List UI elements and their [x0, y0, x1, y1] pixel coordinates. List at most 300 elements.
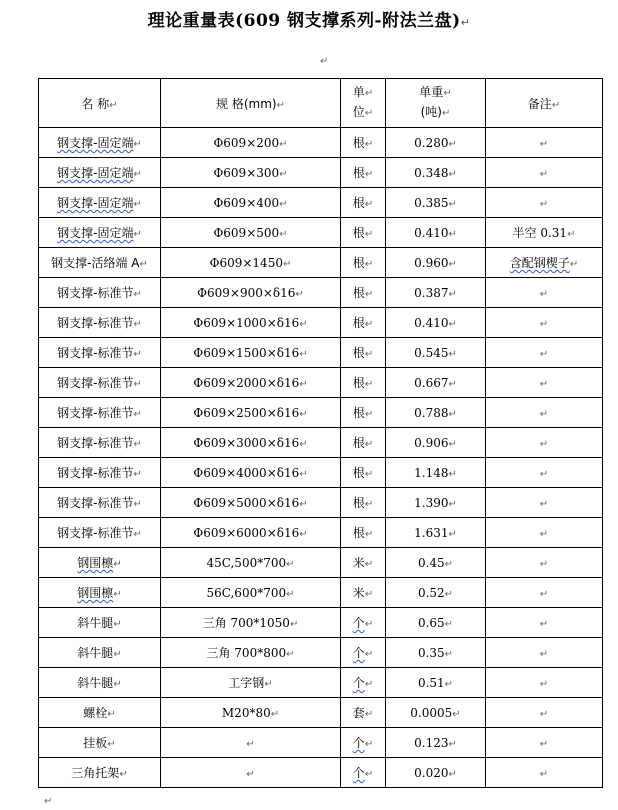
paragraph-mark: ↵ [567, 229, 576, 240]
cell-weight [386, 308, 486, 338]
cell-spec [161, 398, 341, 428]
cell-unit-text: 米 [352, 556, 365, 570]
header-weight-line2: (吨) [420, 105, 442, 119]
cell-weight-text: 0.667 [414, 375, 449, 390]
cell-unit-text: 根 [352, 346, 365, 360]
cell-spec-text: Φ609×500 [213, 225, 280, 240]
table-row [39, 158, 603, 188]
paragraph-mark: ↵ [282, 258, 292, 270]
cell-unit-text: 根 [352, 376, 365, 390]
header-weight [386, 79, 486, 128]
cell-spec-text: 三角 700*1050 [202, 616, 290, 630]
paragraph-mark: ↵ [364, 139, 374, 150]
header-weight-line1: 单重 [419, 85, 444, 99]
paragraph-mark: ↵ [364, 769, 374, 780]
cell-note [486, 548, 603, 578]
cell-weight [386, 458, 486, 488]
header-unit-line2: 位 [352, 105, 365, 119]
cell-weight-text: 0.545 [414, 345, 449, 360]
cell-spec [161, 638, 341, 668]
paragraph-mark: ↵ [364, 499, 374, 510]
paragraph-mark: ↵ [286, 588, 295, 600]
cell-weight-text: 0.906 [414, 435, 449, 450]
paragraph-mark: ↵ [299, 378, 308, 390]
cell-unit-text: 根 [352, 466, 365, 480]
cell-weight [386, 248, 486, 278]
cell-name-text: 斜牛腿 [77, 646, 114, 660]
cell-weight-text: 0.45 [417, 555, 445, 570]
cell-weight-text: 0.348 [414, 165, 449, 180]
paragraph-mark: ↵ [133, 439, 142, 450]
cell-weight-text: 0.020 [414, 765, 449, 780]
paragraph-mark: ↵ [448, 318, 457, 330]
cell-note-text: ↵ [539, 168, 549, 180]
cell-weight [386, 188, 486, 218]
cell-spec [161, 668, 341, 698]
cell-unit [341, 758, 386, 788]
cell-spec-text: ↵ [246, 768, 255, 780]
cell-unit [341, 488, 386, 518]
cell-note-text: ↵ [539, 318, 549, 330]
paragraph-mark: ↵ [364, 619, 374, 630]
paragraph-mark: ↵ [299, 498, 308, 510]
table-row [39, 548, 603, 578]
paragraph-mark: ↵ [364, 349, 374, 360]
paragraph-mark: ↵ [364, 259, 374, 270]
cell-note [486, 608, 603, 638]
cell-name [39, 128, 161, 158]
paragraph-mark: ↵ [133, 529, 142, 540]
paragraph-mark: ↵ [448, 498, 457, 510]
cell-spec [161, 278, 341, 308]
table-row [39, 518, 603, 548]
cell-unit [341, 158, 386, 188]
paragraph-mark: ↵ [364, 379, 374, 390]
cell-name-text: 钢支撑-固定端 [57, 136, 134, 150]
paragraph-mark: ↵ [448, 528, 457, 540]
cell-weight-text: 0.52 [417, 585, 445, 600]
cell-weight [386, 158, 486, 188]
cell-note-text: ↵ [539, 708, 549, 720]
paragraph-mark: ↵ [364, 289, 374, 300]
paragraph-mark: ↵ [107, 709, 116, 720]
paragraph-mark: ↵ [448, 198, 457, 210]
paragraph-mark: ↵ [139, 259, 148, 270]
paragraph-mark: ↵ [569, 259, 579, 270]
paragraph-mark: ↵ [286, 649, 295, 660]
cell-note [486, 398, 603, 428]
cell-note-text: ↵ [539, 558, 549, 570]
cell-spec [161, 698, 341, 728]
paragraph-mark: ↵ [107, 739, 116, 750]
cell-spec-text: Φ609×300 [213, 165, 280, 180]
paragraph-mark: ↵ [133, 139, 142, 150]
cell-name-text: 斜牛腿 [77, 676, 114, 690]
cell-unit [341, 278, 386, 308]
cell-weight [386, 518, 486, 548]
cell-unit [341, 218, 386, 248]
cell-note [486, 518, 603, 548]
table-row [39, 668, 603, 698]
cell-weight-text: 0.51 [417, 675, 445, 690]
cell-note [486, 428, 603, 458]
cell-name [39, 428, 161, 458]
cell-note [486, 458, 603, 488]
cell-unit [341, 398, 386, 428]
cell-weight-text: 0.35 [417, 645, 445, 660]
cell-unit [341, 638, 386, 668]
cell-weight-text: 0.0005 [410, 705, 453, 720]
cell-weight-text: 0.123 [414, 735, 449, 750]
cell-unit [341, 188, 386, 218]
cell-unit-text: 根 [352, 256, 365, 270]
paragraph-mark: ↵ [133, 319, 142, 330]
paragraph-mark: ↵ [448, 288, 457, 300]
cell-name-text: 钢支撑-标准节 [57, 316, 134, 330]
cell-spec [161, 578, 341, 608]
cell-name-text: 钢支撑-标准节 [57, 466, 134, 480]
header-unit [341, 79, 386, 128]
table-row [39, 578, 603, 608]
cell-unit-text: 套 [352, 706, 365, 720]
cell-spec [161, 608, 341, 638]
cell-note-text: ↵ [539, 468, 549, 480]
paragraph-mark: ↵ [119, 769, 128, 780]
table-row [39, 128, 603, 158]
table-row [39, 278, 603, 308]
cell-spec-text: 56C,600*700 [206, 585, 287, 600]
table-row [39, 458, 603, 488]
cell-spec-text: Φ609×4000×δ16 [193, 465, 300, 480]
paragraph-mark: ↵ [448, 348, 457, 360]
cell-weight [386, 758, 486, 788]
cell-name [39, 338, 161, 368]
cell-spec [161, 758, 341, 788]
paragraph-mark: ↵ [364, 319, 374, 330]
paragraph-mark: ↵ [444, 678, 454, 690]
cell-unit [341, 368, 386, 398]
paragraph-mark: ↵ [448, 258, 457, 270]
paragraph-mark: ↵ [113, 559, 122, 570]
cell-unit-text: 个 [352, 616, 365, 630]
cell-note-text: ↵ [539, 678, 549, 690]
cell-weight-text: 0.385 [414, 195, 449, 210]
cell-note [486, 638, 603, 668]
cell-weight [386, 488, 486, 518]
cell-spec-text: Φ609×3000×δ16 [193, 435, 300, 450]
cell-spec [161, 218, 341, 248]
cell-weight-text: 0.788 [414, 405, 449, 420]
title-text: 理论重量表(609 钢支撑系列-附法兰盘) [147, 11, 461, 31]
cell-note-text: ↵ [539, 138, 549, 150]
cell-name-text: 钢支撑-标准节 [57, 496, 134, 510]
cell-note-text: ↵ [539, 198, 549, 210]
paragraph-mark: ↵ [133, 229, 142, 240]
cell-spec-text: Φ609×6000×δ16 [193, 525, 300, 540]
cell-spec-text: Φ609×1000×δ16 [193, 315, 300, 330]
paragraph-mark: ↵ [279, 198, 288, 210]
paragraph-mark: ↵ [270, 708, 280, 720]
cell-name [39, 758, 161, 788]
cell-name-text: 钢支撑-活络端 A [51, 256, 140, 270]
paragraph-mark: ↵ [289, 619, 299, 630]
cell-note-text: ↵ [539, 438, 549, 450]
paragraph-mark: ↵ [113, 619, 122, 630]
cell-weight [386, 368, 486, 398]
cell-spec-text: 45C,500*700 [206, 555, 287, 570]
cell-note-text: ↵ [539, 288, 549, 300]
cell-weight-text: 0.410 [414, 315, 449, 330]
cell-name-text: 挂板 [83, 736, 108, 750]
paragraph-mark: ↵ [444, 558, 454, 570]
paragraph-mark: ↵ [133, 469, 142, 480]
cell-name [39, 488, 161, 518]
table-row [39, 398, 603, 428]
cell-note-text: ↵ [539, 348, 549, 360]
paragraph-mark: ↵ [460, 16, 471, 29]
cell-spec [161, 188, 341, 218]
cell-note-text: ↵ [539, 588, 549, 600]
paragraph-mark: ↵ [448, 408, 457, 420]
paragraph-mark: ↵ [279, 228, 288, 240]
cell-name-text: 钢支撑-标准节 [57, 526, 134, 540]
paragraph-mark: ↵ [133, 499, 142, 510]
cell-name-text: 钢支撑-标准节 [57, 376, 134, 390]
cell-unit-text: 个 [352, 736, 365, 750]
cell-name-text: 钢支撑-固定端 [57, 166, 134, 180]
cell-name [39, 278, 161, 308]
cell-spec [161, 128, 341, 158]
cell-name [39, 698, 161, 728]
cell-note [486, 248, 603, 278]
table-row [39, 428, 603, 458]
cell-weight [386, 638, 486, 668]
cell-spec-text: Φ609×1500×δ16 [193, 345, 300, 360]
cell-spec [161, 548, 341, 578]
cell-note [486, 158, 603, 188]
cell-unit-text: 个 [352, 646, 365, 660]
cell-name [39, 728, 161, 758]
cell-unit-text: 根 [352, 136, 365, 150]
cell-name [39, 608, 161, 638]
cell-unit-text: 根 [352, 526, 365, 540]
cell-unit [341, 308, 386, 338]
header-name-label: 名 称 [81, 96, 110, 111]
cell-note-text: ↵ [539, 618, 549, 630]
table-row [39, 308, 603, 338]
paragraph-mark: ↵ [113, 649, 122, 660]
paragraph-mark: ↵ [448, 438, 457, 450]
cell-unit-text: 根 [352, 166, 365, 180]
cell-note-text: ↵ [539, 498, 549, 510]
cell-unit [341, 578, 386, 608]
paragraph-mark: ↵ [441, 108, 451, 119]
table-row [39, 248, 603, 278]
table-row [39, 608, 603, 638]
paragraph-mark: ↵ [444, 648, 454, 660]
cell-weight [386, 398, 486, 428]
cell-weight-text: 1.148 [414, 465, 449, 480]
cell-note-text: ↵ [539, 528, 549, 540]
cell-note [486, 308, 603, 338]
cell-note-text: 半空 0.31 [512, 226, 568, 240]
paragraph-mark: ↵ [448, 768, 457, 780]
cell-spec [161, 338, 341, 368]
header-spec-label: 规 格(mm) [216, 96, 277, 111]
cell-spec-text: Φ609×5000×δ16 [193, 495, 300, 510]
header-note-label: 备注 [527, 96, 552, 111]
cell-name-text: 钢围檩 [77, 586, 114, 600]
cell-spec-text: Φ609×400 [213, 195, 280, 210]
weight-table [38, 78, 603, 788]
cell-name [39, 158, 161, 188]
cell-spec [161, 518, 341, 548]
cell-weight [386, 728, 486, 758]
cell-spec-text: 三角 700*800 [206, 646, 287, 660]
paragraph-mark: ↵ [299, 348, 308, 360]
cell-note [486, 488, 603, 518]
cell-unit [341, 668, 386, 698]
table-body [39, 128, 603, 788]
paragraph-mark: ↵ [364, 88, 374, 99]
cell-name-text: 三角托架 [71, 766, 120, 780]
paragraph-mark: ↵ [448, 468, 457, 480]
header-note [486, 79, 603, 128]
cell-unit-text: 根 [352, 286, 365, 300]
paragraph-mark: ↵ [133, 349, 142, 360]
cell-weight-text: 0.280 [414, 135, 449, 150]
cell-note-text: ↵ [539, 648, 549, 660]
table-row [39, 188, 603, 218]
cell-note [486, 668, 603, 698]
cell-spec-text: Φ609×2000×δ16 [193, 375, 300, 390]
cell-unit [341, 458, 386, 488]
paragraph-mark: ↵ [279, 138, 288, 150]
paragraph-mark: ↵ [109, 99, 118, 111]
cell-unit-text: 根 [352, 226, 365, 240]
cell-weight [386, 278, 486, 308]
paragraph-mark: ↵ [364, 709, 374, 720]
cell-note [486, 218, 603, 248]
paragraph-mark: ↵ [299, 438, 308, 450]
cell-spec [161, 158, 341, 188]
paragraph-mark: ↵ [364, 589, 374, 600]
cell-spec [161, 308, 341, 338]
table-row [39, 638, 603, 668]
cell-spec-text: Φ609×900×δ16 [197, 285, 296, 300]
paragraph-mark: ↵ [279, 168, 288, 180]
table-header-row [39, 79, 603, 128]
cell-unit-text: 根 [352, 316, 365, 330]
cell-name-text: 钢支撑-标准节 [57, 436, 134, 450]
paragraph-mark: ↵ [364, 199, 374, 210]
table-row [39, 488, 603, 518]
cell-unit [341, 608, 386, 638]
table-row [39, 758, 603, 788]
paragraph-mark: ↵ [113, 589, 122, 600]
cell-name [39, 518, 161, 548]
cell-weight-text: 0.960 [414, 255, 449, 270]
cell-spec [161, 368, 341, 398]
paragraph-mark: ↵ [364, 169, 374, 180]
table-row [39, 728, 603, 758]
cell-name [39, 548, 161, 578]
cell-name [39, 638, 161, 668]
cell-weight [386, 338, 486, 368]
cell-note [486, 728, 603, 758]
paragraph-mark: ↵ [320, 56, 329, 67]
paragraph-mark: ↵ [364, 439, 374, 450]
cell-name [39, 188, 161, 218]
paragraph-mark: ↵ [113, 679, 122, 690]
cell-weight-text: 0.387 [414, 285, 449, 300]
cell-note [486, 578, 603, 608]
paragraph-mark: ↵ [364, 229, 374, 240]
cell-name [39, 308, 161, 338]
cell-weight [386, 218, 486, 248]
cell-name-text: 钢支撑-固定端 [57, 226, 134, 240]
cell-unit [341, 728, 386, 758]
cell-note [486, 698, 603, 728]
cell-unit-text: 根 [352, 496, 365, 510]
paragraph-mark: ↵ [444, 588, 454, 600]
paragraph-mark: ↵ [44, 796, 53, 807]
paragraph-mark: ↵ [444, 618, 454, 630]
cell-name-text: 钢支撑-标准节 [57, 346, 134, 360]
cell-spec-text: Φ609×200 [213, 135, 280, 150]
cell-name [39, 398, 161, 428]
paragraph-mark: ↵ [299, 318, 308, 330]
cell-note-text: ↵ [539, 408, 549, 420]
paragraph-mark: ↵ [264, 679, 273, 690]
paragraph-mark: ↵ [299, 528, 308, 540]
paragraph-mark: ↵ [133, 169, 142, 180]
cell-note-text: ↵ [539, 738, 549, 750]
paragraph-mark: ↵ [276, 99, 285, 111]
paragraph-mark: ↵ [133, 379, 142, 390]
cell-spec [161, 728, 341, 758]
cell-spec-text: Φ609×1450 [209, 255, 283, 270]
cell-weight [386, 608, 486, 638]
cell-spec [161, 248, 341, 278]
cell-weight [386, 548, 486, 578]
cell-weight-text: 1.631 [414, 525, 449, 540]
paragraph-mark: ↵ [299, 468, 308, 480]
header-spec [161, 79, 341, 128]
cell-name-text: 钢支撑-标准节 [57, 286, 134, 300]
paragraph-mark: ↵ [551, 99, 561, 111]
cell-weight [386, 128, 486, 158]
paragraph-mark: ↵ [448, 138, 457, 150]
cell-unit-text: 根 [352, 196, 365, 210]
cell-unit [341, 128, 386, 158]
cell-unit-text: 米 [352, 586, 365, 600]
paragraph-mark: ↵ [443, 88, 452, 99]
paragraph-mark: ↵ [364, 409, 374, 420]
cell-note [486, 278, 603, 308]
table-row [39, 368, 603, 398]
table-row [39, 698, 603, 728]
cell-note [486, 338, 603, 368]
cell-note [486, 368, 603, 398]
document-title [0, 6, 618, 31]
paragraph-mark: ↵ [364, 529, 374, 540]
table-row [39, 338, 603, 368]
paragraph-mark: ↵ [452, 708, 461, 720]
paragraph-mark: ↵ [299, 408, 308, 420]
cell-weight [386, 578, 486, 608]
cell-spec-text: ↵ [246, 738, 255, 750]
